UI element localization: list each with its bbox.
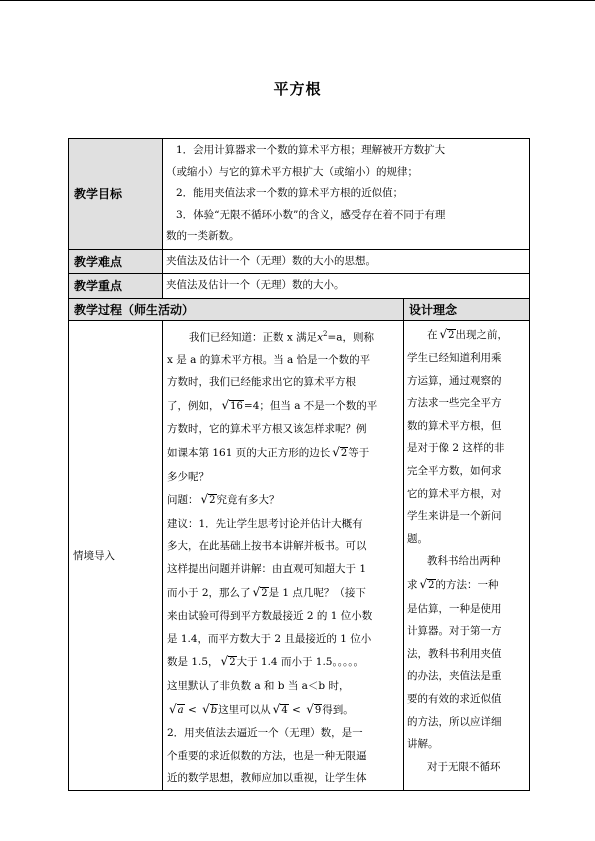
text-line: 数是 1.5， √2大于 1.4 而小于 1.5。。。。。: [167, 650, 400, 675]
row-teaching-goals: [69, 139, 530, 250]
sqrt-16: √16: [221, 397, 243, 412]
label-teaching-difficulty: 教学难点: [69, 249, 163, 274]
row-situation-intro: [69, 320, 530, 790]
text-line: 近的数学思想，教师应加以重视，让学生体: [167, 772, 367, 785]
teaching-goals-content: [163, 139, 530, 250]
text-line: 数的算术平方根，但: [407, 419, 502, 432]
text-line: 求 √2的方法：一种: [407, 573, 526, 598]
text-line: 如课本第 161 页的大正方形的边长 √2等于: [167, 441, 400, 466]
goal-line: 2．能用夹值法求一个数的算术平方根的近似值；: [176, 187, 404, 199]
text-line: 了，例如， √16=4；但当 a 不是一个数的平: [167, 394, 400, 419]
text-line: 法，教科书利用夹值: [407, 647, 502, 660]
text-line: 的办法，夹值法是重: [407, 670, 502, 683]
text-line: 的方法，所以应详细: [407, 715, 502, 728]
sqrt-b: √b: [202, 701, 218, 716]
goal-line: 数的一类新数。: [166, 230, 240, 242]
page-title: 平方根: [273, 80, 322, 98]
sqrt-4: √4: [272, 701, 288, 716]
text-line: 对于无限不循环: [427, 760, 501, 773]
label-teaching-key: 教学重点: [69, 274, 163, 299]
goal-line: 3．体验“无限不循环小数”的含义，感受存在着不同于有理: [176, 208, 446, 221]
text-line: 学生来讲是一个新问: [407, 510, 502, 523]
sqrt-2: √2: [200, 492, 216, 507]
text-line: 个重要的求近似数的方法，也是一种无限逼: [167, 749, 367, 762]
goal-line: 1．会用计算器求一个数的算术平方根；理解被开方数扩大: [176, 144, 446, 156]
header-design-idea: 设计理念: [404, 298, 530, 320]
page-top-rule: [0, 0, 595, 1]
text-line: 计算器。对于第一方: [407, 625, 502, 638]
text-line: 方数时，它的算术平方根又该怎样求呢？例: [167, 423, 367, 436]
text-line: 这里默认了非负数 a 和 b 当 a＜b 时，: [167, 679, 350, 692]
sqrt-2: √2: [220, 654, 236, 669]
text-line: 是 1.4，而平方数大于 2 且最接近的 1 位小: [167, 632, 372, 645]
text-line: 教科书给出两种: [427, 555, 501, 568]
text-line: 学生已经知道利用乘: [407, 352, 502, 365]
sqrt-2: √2: [252, 584, 268, 599]
text-line: 是对于像 2 这样的非: [407, 442, 505, 455]
text-line: 方运算，通过观察的: [407, 374, 502, 387]
text-line: 它的算术平方根，对: [407, 487, 502, 500]
sqrt-2: √2: [439, 326, 455, 341]
row-process-header: [69, 298, 530, 320]
row-teaching-key: [69, 274, 530, 299]
text-line: 多少呢？: [167, 470, 209, 483]
text-line: √a < √b这里可以从 √4 < √9得到。: [167, 698, 400, 723]
text-line: x 是 a 的算术平方根。当 a 恰是一个数的平: [167, 353, 371, 366]
sqrt-2: √2: [419, 577, 435, 592]
header-teaching-process: 教学过程（师生活动）: [69, 298, 404, 320]
text-line: 方法求一些完全平方: [407, 397, 502, 410]
label-teaching-goals: 教学目标: [69, 139, 163, 250]
sqrt-9: √9: [306, 701, 322, 716]
design-idea-content: [404, 320, 530, 790]
lesson-plan-table: [68, 138, 530, 791]
text-line: 这样提出问题并讲解：由直观可知超大于 1: [167, 562, 367, 575]
sqrt-2: √2: [332, 444, 348, 459]
text-line: 要的有效的求近似值: [407, 693, 502, 705]
teaching-key-content: 夹值法及估计一个（无理）数的大小。: [163, 274, 530, 299]
text-line: 是估算，一种是使用: [407, 602, 502, 615]
text-line: 题。: [407, 532, 428, 545]
text-line: 我们已经知道：正数 x 满足$x^2=a$，则称: [189, 329, 375, 343]
process-content: [163, 320, 404, 790]
teaching-difficulty-content: 夹值法及估计一个（无理）数的大小的思想。: [163, 249, 530, 274]
text-line: 建议：1．先让学生思考讨论并估计大概有: [167, 517, 363, 530]
text-line: 完全平方数，如何求: [407, 465, 502, 478]
text-line: 方数时，我们已经能求出它的算术平方根: [167, 376, 356, 389]
goal-line: （或缩小）与它的算术平方根扩大（或缩小）的规律；: [166, 165, 418, 178]
text-line: 来由试验可得到平方数最接近 2 的 1 位小数: [167, 610, 373, 623]
sqrt-a: √a: [169, 701, 184, 716]
text-line: 而小于 2，那么了 √2是 1 点几呢？（接下: [167, 581, 400, 606]
text-line: 在 √2出现之前，: [407, 323, 526, 348]
text-line: 问题： √2究竟有多大？: [167, 488, 400, 513]
row-teaching-difficulty: [69, 249, 530, 274]
text-line: 讲解。: [407, 738, 439, 751]
label-situation-intro: 情境导入: [69, 320, 163, 790]
text-line: 多大，在此基础上按书本讲解并板书。可以: [167, 540, 367, 553]
text-line: 2．用夹值法去逼近一个（无理）数，是一: [167, 727, 363, 740]
